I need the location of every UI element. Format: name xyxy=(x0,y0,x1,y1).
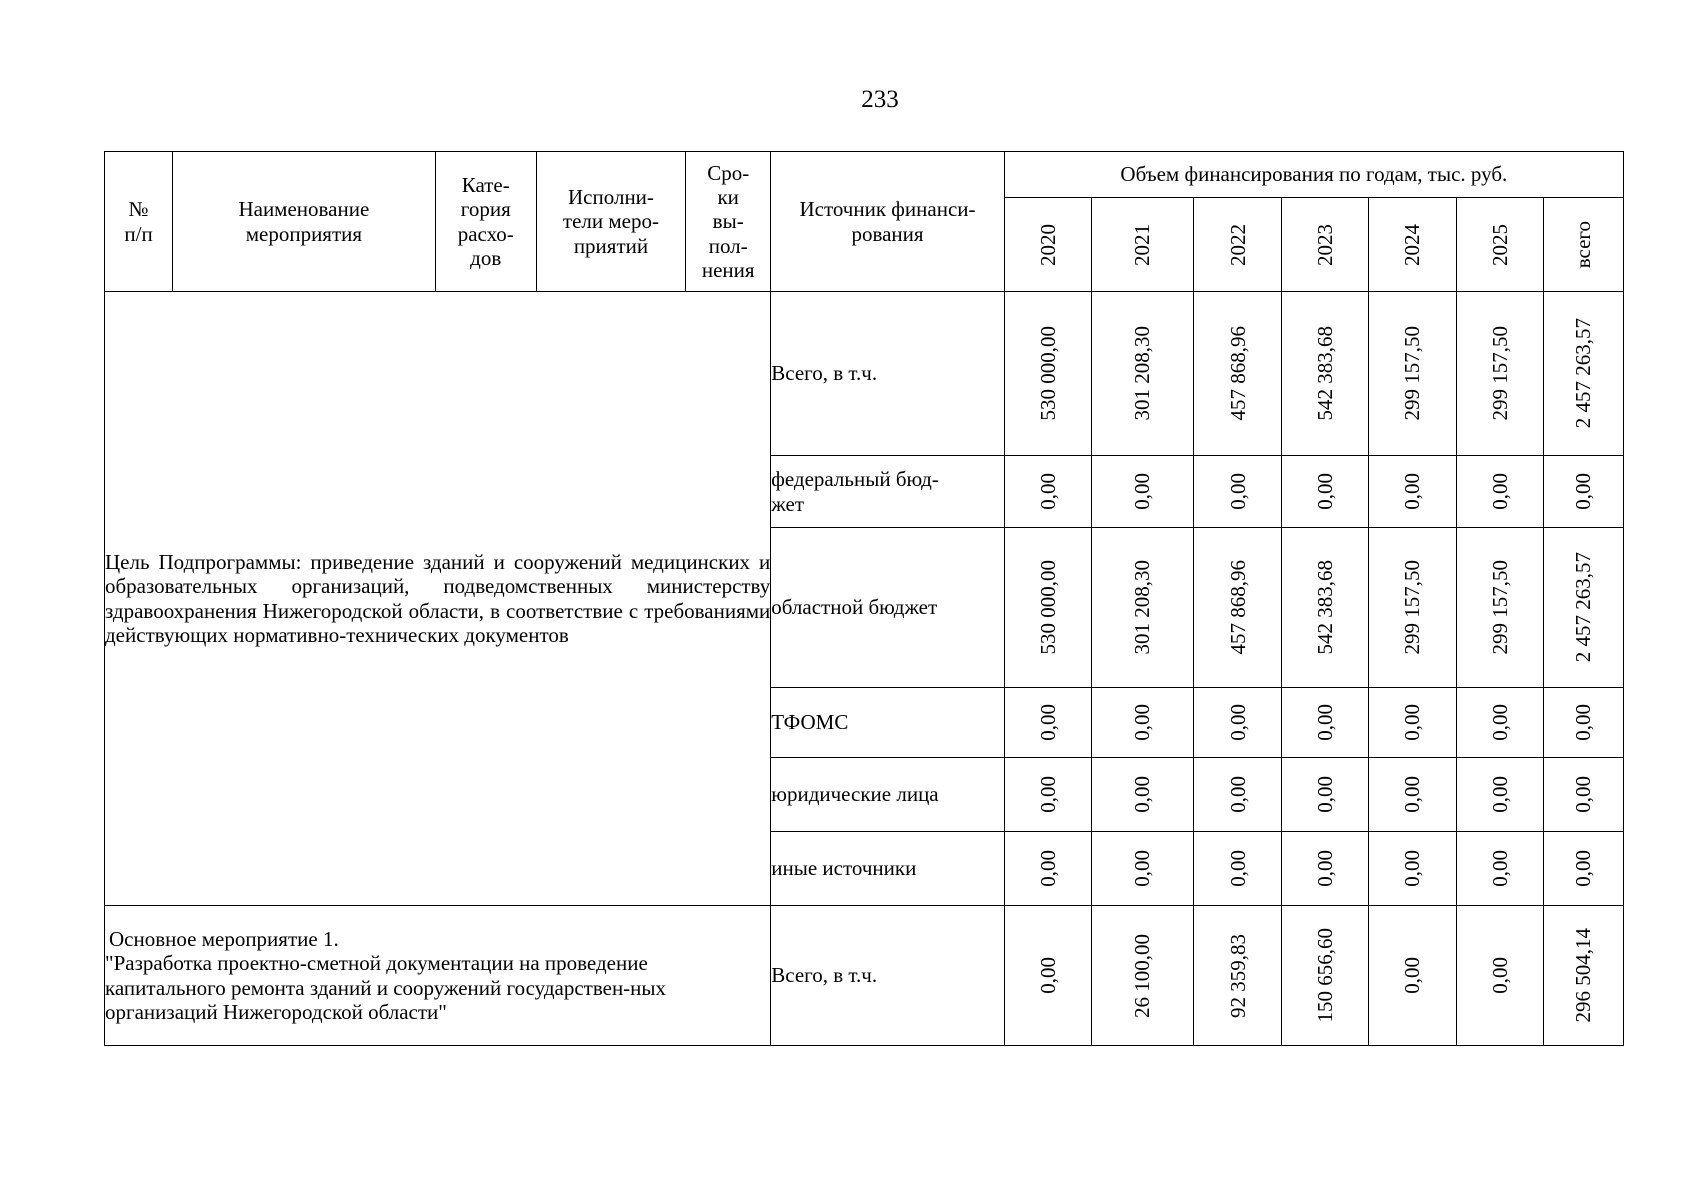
source-cell: юридические лица xyxy=(771,758,1004,832)
value-cell: 0,00 xyxy=(1543,688,1623,758)
value-cell: 301 208,30 xyxy=(1091,292,1193,456)
value-cell: 26 100,00 xyxy=(1091,906,1193,1046)
value-cell: 0,00 xyxy=(1091,758,1193,832)
value-cell: 0,00 xyxy=(1282,758,1369,832)
goal-text: Цель Подпрограммы: приведение зданий и сооружений медицинских и образовательных организаций, подведомственных министерству здравоохранения Нижегородской области, в соответствие с требованиями действующих нормативно-технических документов xyxy=(105,292,771,906)
header-year-2022: 2022 xyxy=(1194,198,1282,292)
value-cell: 0,00 xyxy=(1369,688,1456,758)
value-cell: 0,00 xyxy=(1282,688,1369,758)
header-source: Источник финанси- рования xyxy=(771,152,1004,292)
value-cell: 0,00 xyxy=(1282,456,1369,528)
value-cell: 92 359,83 xyxy=(1194,906,1282,1046)
value-cell: 0,00 xyxy=(1091,456,1193,528)
header-no: № п/п xyxy=(105,152,173,292)
event-title: Основное мероприятие 1. xyxy=(109,927,339,952)
header-year-2025: 2025 xyxy=(1456,198,1543,292)
source-cell: иные источники xyxy=(771,832,1004,906)
table-row xyxy=(105,906,1624,1046)
value-cell: 0,00 xyxy=(1194,832,1282,906)
value-cell: 299 157,50 xyxy=(1456,528,1543,688)
source-cell: областной бюджет xyxy=(771,528,1004,688)
value-cell: 2 457 263,57 xyxy=(1543,528,1623,688)
value-cell: 530 000,00 xyxy=(1004,292,1091,456)
value-cell: 0,00 xyxy=(1456,832,1543,906)
value-cell: 0,00 xyxy=(1456,688,1543,758)
header-executors: Исполни- тели меро- приятий xyxy=(536,152,685,292)
value-cell: 296 504,14 xyxy=(1543,906,1623,1046)
value-cell: 0,00 xyxy=(1091,688,1193,758)
source-cell: Всего, в т.ч. xyxy=(771,292,1004,456)
value-cell: 0,00 xyxy=(1004,456,1091,528)
source-cell: Всего, в т.ч. xyxy=(771,906,1004,1046)
header-funding-group: Объем финансирования по годам, тыс. руб. xyxy=(1004,152,1623,198)
value-cell: 0,00 xyxy=(1194,758,1282,832)
value-cell: 150 656,60 xyxy=(1282,906,1369,1046)
header-year-2020: 2020 xyxy=(1004,198,1091,292)
value-cell: 542 383,68 xyxy=(1282,292,1369,456)
value-cell: 0,00 xyxy=(1194,688,1282,758)
value-cell: 0,00 xyxy=(1194,456,1282,528)
value-cell: 0,00 xyxy=(1004,688,1091,758)
value-cell: 530 000,00 xyxy=(1004,528,1091,688)
value-cell: 457 868,96 xyxy=(1194,292,1282,456)
header-total: всего xyxy=(1543,198,1623,292)
value-cell: 0,00 xyxy=(1369,832,1456,906)
value-cell: 0,00 xyxy=(1369,758,1456,832)
event-cell xyxy=(105,906,771,1046)
header-year-2023: 2023 xyxy=(1282,198,1369,292)
value-cell: 301 208,30 xyxy=(1091,528,1193,688)
value-cell: 299 157,50 xyxy=(1369,292,1456,456)
funding-table xyxy=(104,151,1624,1046)
header-year-2024: 2024 xyxy=(1369,198,1456,292)
value-cell: 299 157,50 xyxy=(1369,528,1456,688)
value-cell: 0,00 xyxy=(1543,758,1623,832)
value-cell: 0,00 xyxy=(1091,832,1193,906)
source-cell: ТФОМС xyxy=(771,688,1004,758)
value-cell: 0,00 xyxy=(1369,456,1456,528)
value-cell: 457 868,96 xyxy=(1194,528,1282,688)
value-cell: 0,00 xyxy=(1282,832,1369,906)
header-category: Кате- гория расхо- дов xyxy=(435,152,536,292)
value-cell: 0,00 xyxy=(1369,906,1456,1046)
source-cell: федеральный бюд- жет xyxy=(771,456,1004,528)
header-terms: Сро- ки вы- пол- нения xyxy=(686,152,771,292)
value-cell: 0,00 xyxy=(1456,906,1543,1046)
value-cell: 2 457 263,57 xyxy=(1543,292,1623,456)
value-cell: 0,00 xyxy=(1456,758,1543,832)
table-row xyxy=(105,292,1624,456)
value-cell: 299 157,50 xyxy=(1456,292,1543,456)
page-number: 233 xyxy=(861,86,899,113)
value-cell: 0,00 xyxy=(1004,758,1091,832)
value-cell: 0,00 xyxy=(1004,906,1091,1046)
event-text: "Разработка проектно-сметной документации на проведение капитального ремонта зданий и сооружений государствен-ных организаций Нижегородской области" xyxy=(105,951,667,1024)
value-cell: 542 383,68 xyxy=(1282,528,1369,688)
value-cell: 0,00 xyxy=(1456,456,1543,528)
header-year-2021: 2021 xyxy=(1091,198,1193,292)
value-cell: 0,00 xyxy=(1004,832,1091,906)
header-name: Наименование мероприятия xyxy=(173,152,436,292)
value-cell: 0,00 xyxy=(1543,456,1623,528)
value-cell: 0,00 xyxy=(1543,832,1623,906)
